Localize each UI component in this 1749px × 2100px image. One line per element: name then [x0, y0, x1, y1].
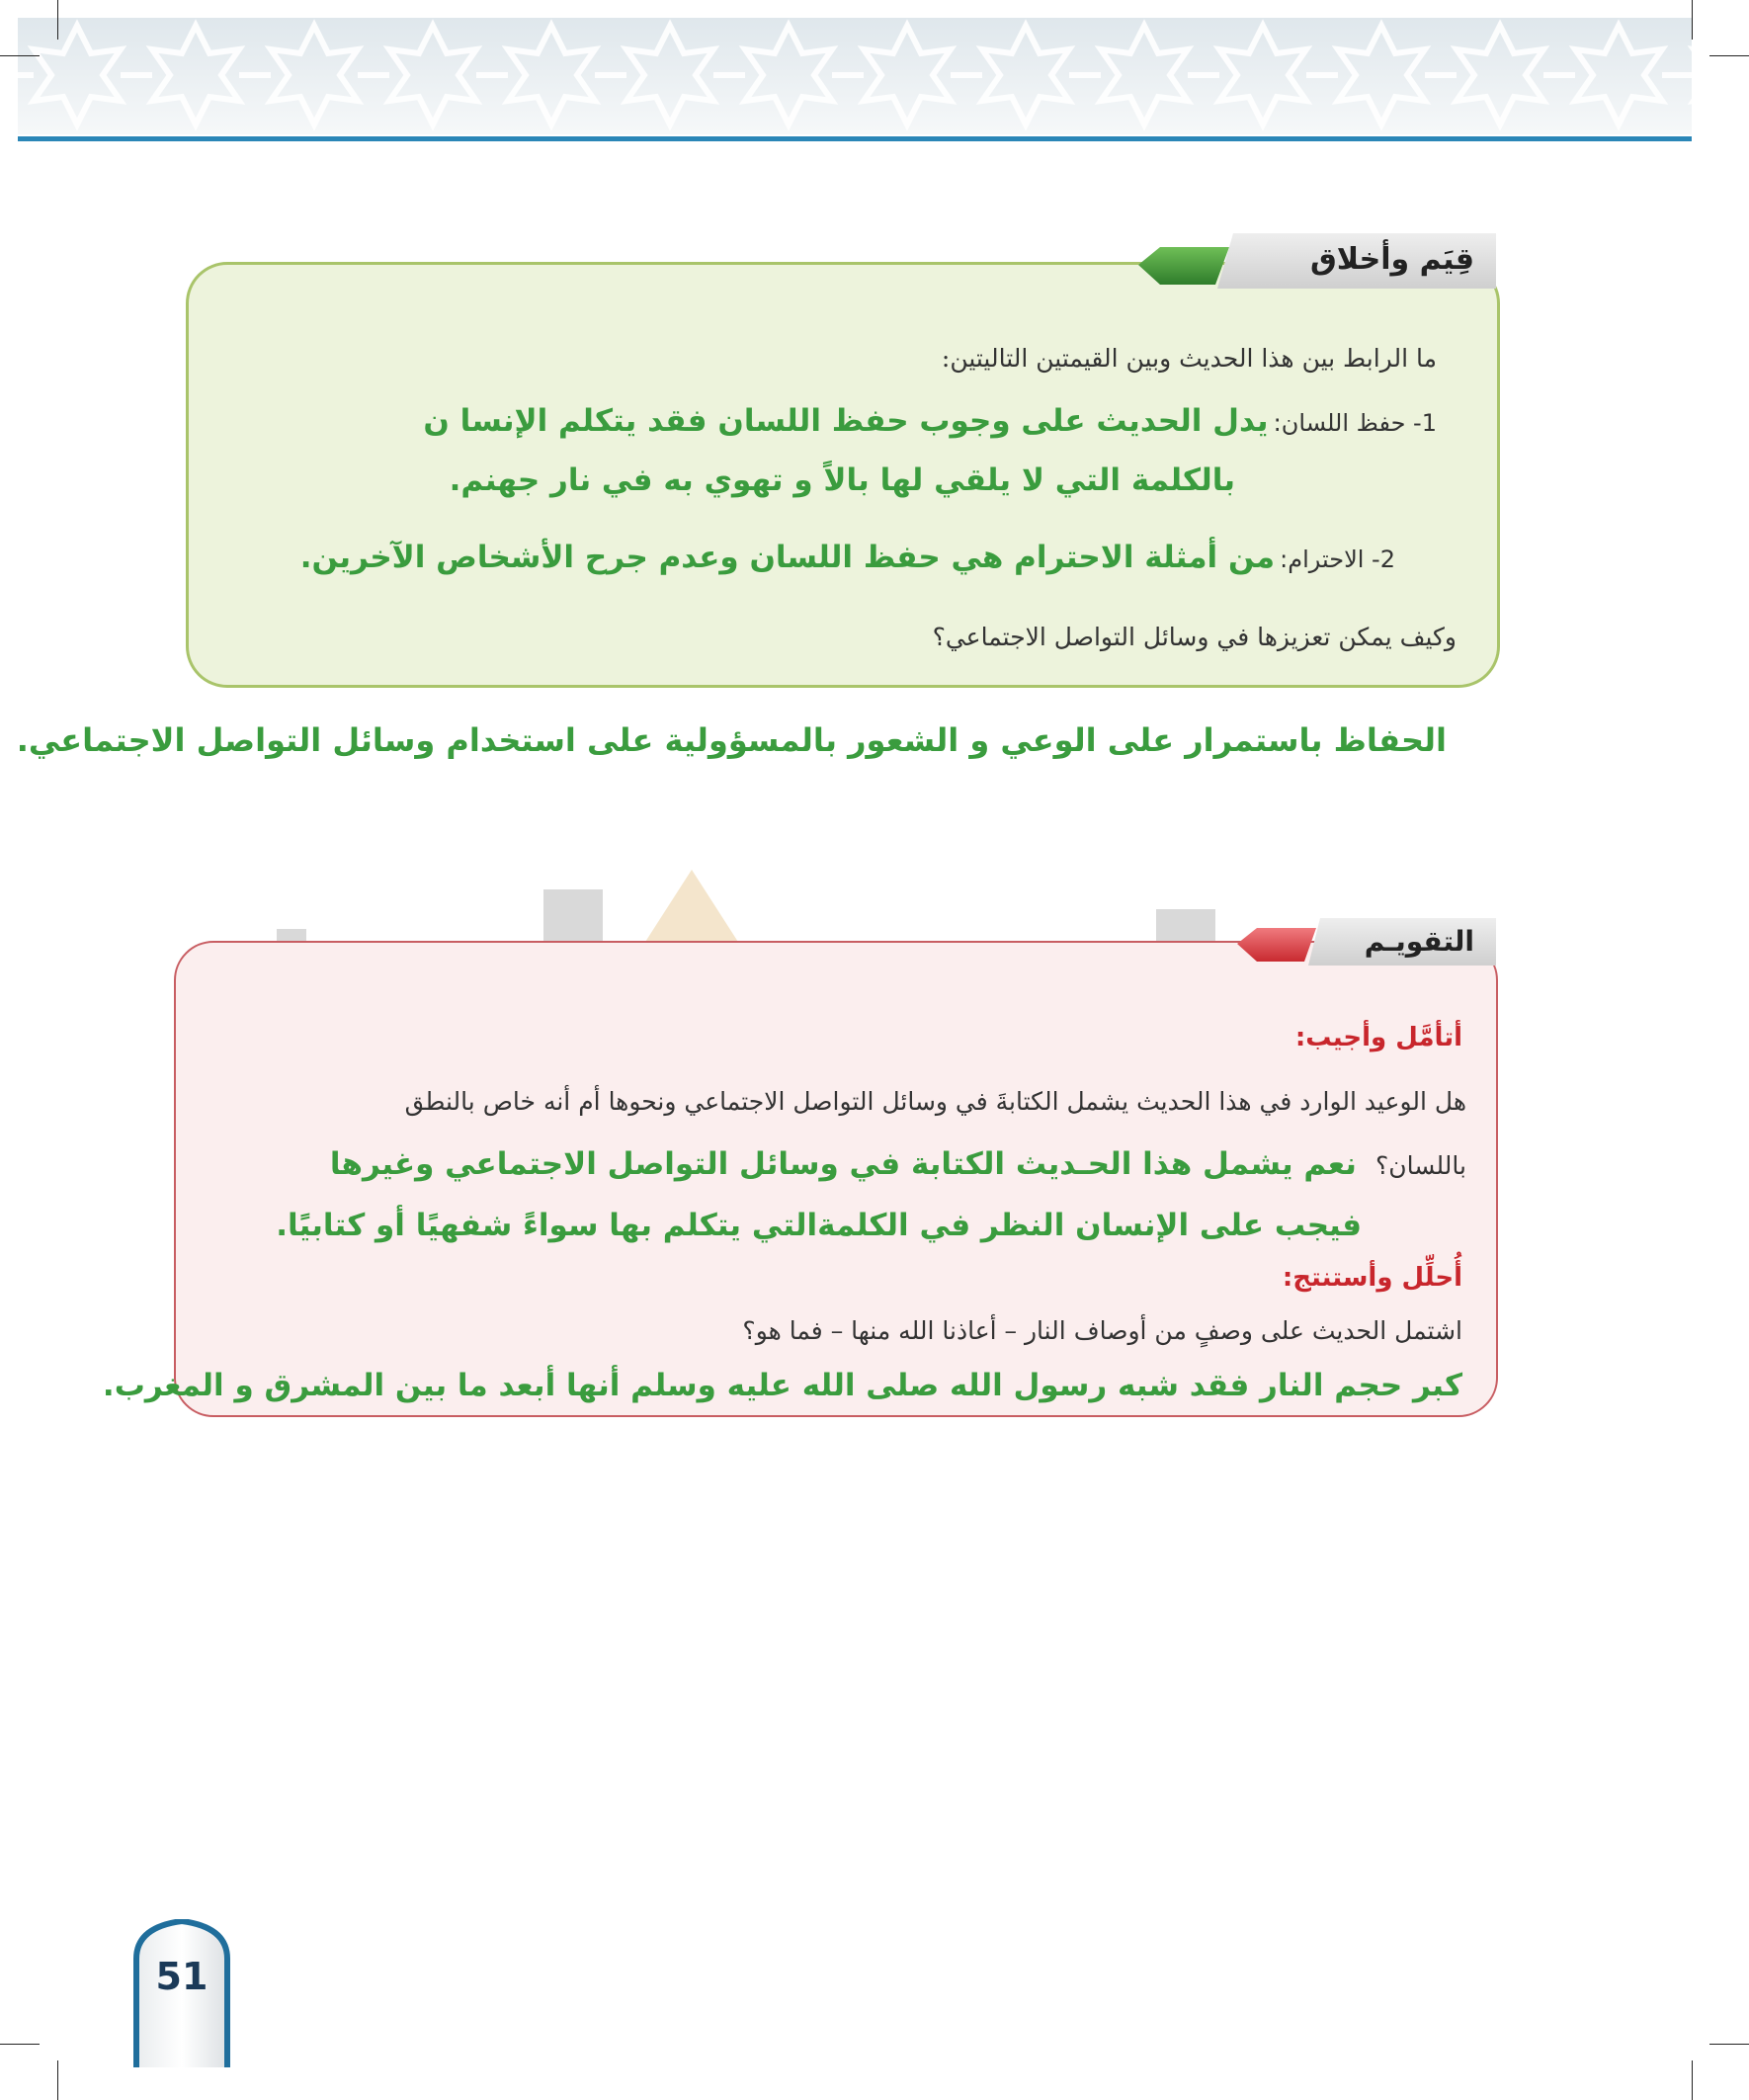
reflect-heading: أتأمَّل وأجيب:	[1294, 1023, 1462, 1052]
crop-mark	[1692, 2060, 1693, 2100]
item-1-answer-line-1: يدل الحديث على وجوب حفظ اللسان فقد يتكلم الإنسا ن	[423, 403, 1269, 439]
item-1-label: 1- حفظ اللسان:	[1273, 409, 1437, 437]
item-1-answer-line-2: بالكلمة التي لا يلقي لها بالاً و تهوي به في نار جهنم.	[449, 462, 1235, 498]
crop-mark	[57, 0, 58, 40]
item-2-label: 2- الاحترام:	[1280, 546, 1395, 573]
values-section-tab	[1138, 229, 1496, 291]
item-2-answer: من أمثلة الاحترام هي حفظ اللسان وعدم جرح الأشخاص الآخرين.	[299, 540, 1276, 575]
reflect-answer-line-2: فيجب على الإنسان النظر في الكلمةالتي يتكلم بها سواءً شفهيًا أو كتابيًا.	[276, 1208, 1362, 1243]
values-answer-2: الحفاظ باستمرار على الوعي و الشعور بالمسؤولية على استخدام وسائل التواصل الاجتماعي.	[16, 721, 1447, 759]
reflect-line-2	[330, 1146, 1466, 1182]
geometric-pattern-icon	[18, 18, 1692, 134]
evaluation-section-title: التقويـم	[1364, 925, 1474, 958]
header-pattern-band	[18, 18, 1692, 134]
values-question: ما الرابط بين هذا الحديث وبين القيمتين التاليتين:	[941, 344, 1437, 373]
crop-mark	[0, 55, 40, 56]
crop-mark	[1709, 2044, 1749, 2045]
reflect-question-line-1: هل الوعيد الوارد في هذا الحديث يشمل الكتابةَ في وسائل التواصل الاجتماعي ونحوها أم أنه خاص بالنطق	[404, 1087, 1466, 1116]
header-divider-line	[18, 136, 1692, 141]
crop-mark	[1709, 55, 1749, 56]
values-item-2	[300, 540, 1395, 575]
crop-mark	[0, 2044, 40, 2045]
reflect-question-line-2: باللسان؟	[1374, 1151, 1466, 1180]
page-number: 51	[155, 1955, 208, 1998]
values-section-title: قِيَم وأخلاق	[1309, 242, 1474, 277]
reflect-answer-line-1: نعم يشمل هذا الحـديث الكتابة في وسائل التواصل الاجتماعي وغيرها	[329, 1146, 1357, 1182]
values-item-1	[423, 403, 1437, 439]
crop-mark	[1692, 0, 1693, 40]
values-question-2: وكيف يمكن تعزيزها في وسائل التواصل الاجتماعي؟	[932, 623, 1457, 651]
crop-mark	[57, 2060, 58, 2100]
analyze-answer: كبر حجم النار فقد شبه رسول الله صلى الله عليه وسلم أنها أبعد ما بين المشرق و المغرب.	[102, 1368, 1462, 1403]
analyze-heading: أُحلِّل وأستنتج:	[1282, 1263, 1462, 1293]
analyze-question: اشتمل الحديث على وصفٍ من أوصاف النار – أعاذنا الله منها – فما هو؟	[742, 1316, 1462, 1345]
evaluation-section-tab	[1237, 916, 1496, 967]
